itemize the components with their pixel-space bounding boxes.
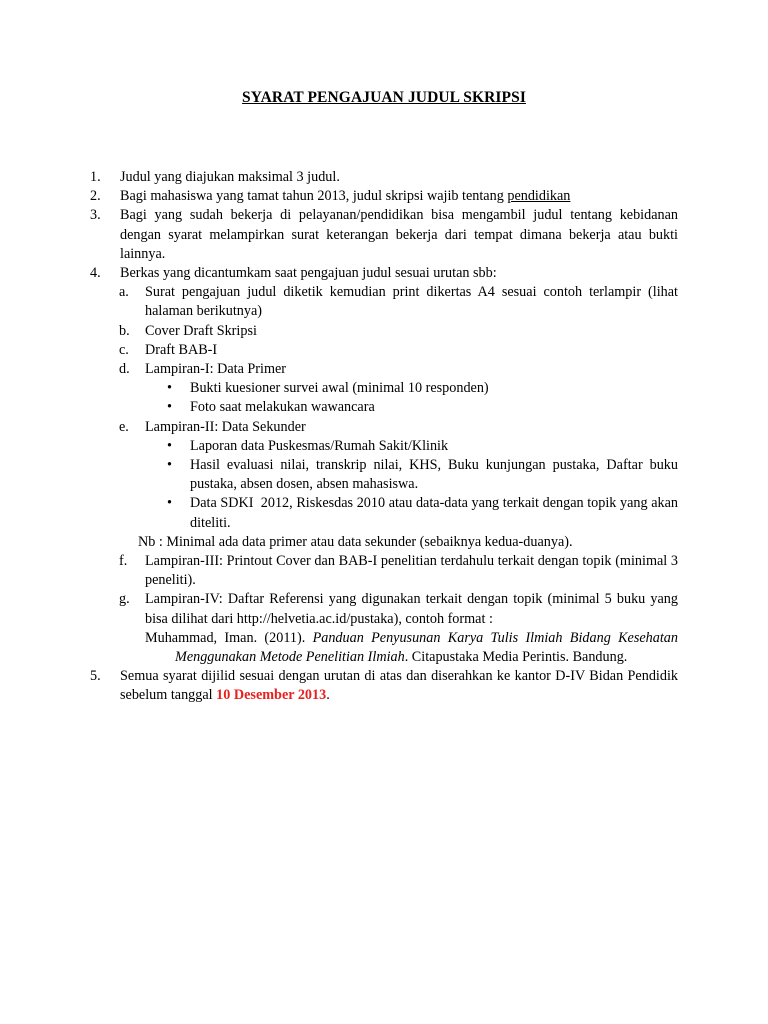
sub-item-text: Lampiran-II: Data Sekunder (145, 418, 306, 435)
sub-item-a (90, 283, 678, 321)
sub-item-d (90, 360, 678, 379)
list-item-3 (90, 206, 678, 264)
bullet-item (90, 456, 678, 494)
sub-item-text: Lampiran-I: Data Primer (145, 361, 287, 378)
item-text: Bagi yang sudah bekerja di pelayanan/pendidikan bisa mengambil judul tentang kebidanan dengan syarat melampirkan surat keterangan bekerja dari tempat dimana bekerja atau bukti lainnya. (120, 207, 678, 262)
sub-item-text: Cover Draft Skripsi (145, 322, 257, 339)
item-number: 2. (90, 188, 101, 205)
sub-item-e (90, 418, 678, 437)
page-title: SYARAT PENGAJUAN JUDUL SKRIPSI (242, 89, 526, 106)
bullet-text: Hasil evaluasi nilai, transkrip nilai, KHS, Buku kunjungan pustaka, Daftar buku pustaka, absen dosen, absen mahasiswa. (190, 457, 678, 493)
reference-example (90, 629, 678, 667)
list-item-4 (90, 264, 678, 283)
bullet-icon: • (167, 437, 172, 454)
note-text: Nb : Minimal ada data primer atau data sekunder (sebaiknya kedua-duanya). (138, 533, 573, 550)
item-text-end: . (326, 687, 330, 704)
sub-item-f (90, 552, 678, 590)
sub-item-letter: g. (119, 591, 130, 608)
bullet-icon: • (167, 457, 172, 474)
reference-book-title: Panduan Penyusunan Karya Tulis Ilmiah Bidang Kesehatan Menggunakan Metode Penelitian Ilmiah (175, 629, 678, 666)
sub-item-text: Lampiran-IV: Daftar Referensi yang digunakan terkait dengan topik (minimal 5 buku yang bisa dilihat dari http://helvetia.ac.id/pustaka), contoh format : (145, 591, 678, 627)
list-item-1 (90, 168, 678, 187)
bullet-text: Foto saat melakukan wawancara (190, 399, 375, 416)
requirements-list (90, 168, 682, 706)
list-item-2 (90, 187, 678, 206)
bullet-icon: • (167, 495, 172, 512)
sub-item-letter: a. (119, 284, 129, 301)
reference-authors: Muhammad, Iman. (2011). (145, 629, 313, 646)
item-text: Judul yang diajukan maksimal 3 judul. (120, 169, 340, 185)
sub-item-letter: d. (119, 361, 130, 378)
sub-item-text: Lampiran-III: Printout Cover dan BAB-I penelitian terdahulu terkait dengan topik (minimal 3 peneliti). (145, 553, 678, 589)
sub-item-letter: f. (119, 553, 128, 570)
bullet-item (90, 398, 678, 417)
sub-item-c (90, 341, 678, 360)
item-text: Bagi mahasiswa yang tamat tahun 2013, judul skripsi wajib tentang (120, 188, 508, 205)
bullet-text: Laporan data Puskesmas/Rumah Sakit/Klinik (190, 437, 449, 454)
sub-item-text: Surat pengajuan judul diketik kemudian print dikertas A4 sesuai contoh terlampir (lihat halaman berikutnya) (145, 284, 678, 320)
bullet-text: Data SDKI 2012, Riskesdas 2010 atau data-data yang terkait dengan topik yang akan diteliti. (190, 495, 682, 531)
bullet-icon: • (167, 380, 172, 397)
item-text: Semua syarat dijilid sesuai dengan urutan di atas dan diserahkan ke kantor D-IV Bidan Pendidik sebelum tanggal (120, 668, 678, 704)
bullet-item (90, 494, 682, 532)
sub-item-text: Draft BAB-I (145, 341, 218, 358)
item-text: Berkas yang dicantumkam saat pengajuan judul sesuai urutan sbb: (120, 265, 497, 282)
deadline-date: 10 Desember 2013 (216, 687, 327, 704)
item-number: 1. (90, 169, 101, 185)
sub-item-letter: b. (119, 322, 130, 339)
item-number: 5. (90, 668, 101, 685)
underlined-text: pendidikan (507, 188, 571, 205)
list-item-5 (90, 667, 678, 705)
bullet-icon: • (167, 399, 172, 416)
reference-publisher: . Citapustaka Media Perintis. Bandung. (404, 649, 628, 666)
sub-item-letter: c. (119, 341, 129, 358)
item-number: 4. (90, 265, 101, 282)
sub-item-b (90, 322, 678, 341)
bullet-text: Bukti kuesioner survei awal (minimal 10 responden) (190, 380, 489, 397)
item-number: 3. (90, 207, 101, 224)
sub-item-g (90, 590, 678, 628)
bullet-item (90, 437, 678, 456)
bullet-item (90, 379, 678, 398)
sub-item-letter: e. (119, 418, 129, 435)
